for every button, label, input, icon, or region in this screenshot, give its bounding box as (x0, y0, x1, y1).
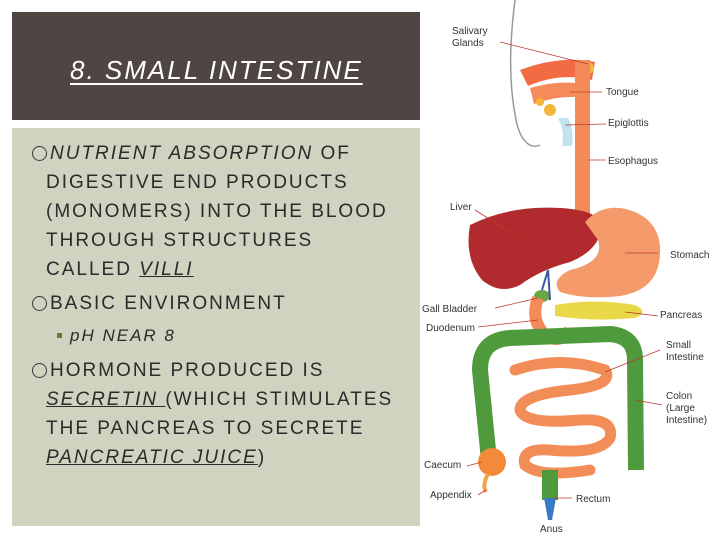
pancreas (555, 302, 643, 320)
bullet-3-line-4: PANCREATIC JUICE) (46, 447, 267, 468)
label-colon: Colon (666, 391, 693, 402)
sub-bullet-ph: pH NEAR 8 (70, 326, 176, 345)
label-glands: Glands (452, 38, 484, 49)
bullet-3-line-3: THE PANCREAS TO SECRETE (46, 418, 365, 439)
label-salivary: Salivary (452, 26, 488, 37)
label-tongue: Tongue (606, 87, 639, 98)
label-pancreas: Pancreas (660, 310, 703, 321)
label-caecum: Caecum (424, 460, 462, 471)
label-small: Small (666, 340, 692, 351)
bullet-3-line-1: HORMONE PRODUCED IS (50, 360, 325, 381)
label-esophagus: Esophagus (608, 156, 659, 167)
slide-title: 8. SMALL INTESTINE (70, 55, 363, 85)
bullet-1-line-5: CALLED VILLI (46, 259, 194, 280)
bullet-marker (32, 296, 47, 311)
label-gall-bladder: Gall Bladder (422, 304, 478, 315)
bullet-marker (32, 363, 47, 378)
bullet-marker (32, 146, 47, 161)
bullet-2-line: BASIC ENVIRONMENT (50, 293, 287, 314)
digestive-system-diagram (420, 0, 720, 540)
villi-term: VILLI (139, 259, 194, 280)
label-rectum: Rectum (576, 494, 611, 505)
secretin-term: SECRETIN (46, 389, 166, 410)
label-appendix: Appendix (430, 490, 472, 501)
epiglottis (558, 118, 573, 146)
label-duodenum: Duodenum (426, 323, 475, 334)
bullet-1-line-1: NUTRIENT ABSORPTION OF (50, 143, 351, 164)
bullet-1-line-3: (MONOMERS) INTO THE BLOOD (46, 201, 388, 222)
pancreatic-juice-term: PANCREATIC JUICE (46, 447, 258, 468)
label-large: (Large (666, 403, 695, 414)
label-stomach: Stomach (670, 250, 710, 261)
label-intestine-large: Intestine) (666, 415, 708, 426)
bullet-1-line-2: DIGESTIVE END PRODUCTS (46, 172, 349, 193)
appendix (484, 474, 488, 492)
label-epiglottis: Epiglottis (608, 118, 649, 129)
salivary-gland (536, 98, 544, 106)
small-intestine (515, 363, 611, 474)
esophagus (575, 60, 590, 225)
bullet-3-line-2: SECRETIN (WHICH STIMULATES (46, 389, 394, 410)
bullet-1-line-4: THROUGH STRUCTURES (46, 230, 314, 251)
label-anus: Anus (540, 524, 563, 535)
anus (544, 498, 556, 520)
label-intestine: Intestine (666, 352, 704, 363)
salivary-gland (544, 104, 556, 116)
sub-bullet-marker (57, 333, 62, 338)
label-liver: Liver (450, 202, 472, 213)
caecum (478, 448, 506, 476)
